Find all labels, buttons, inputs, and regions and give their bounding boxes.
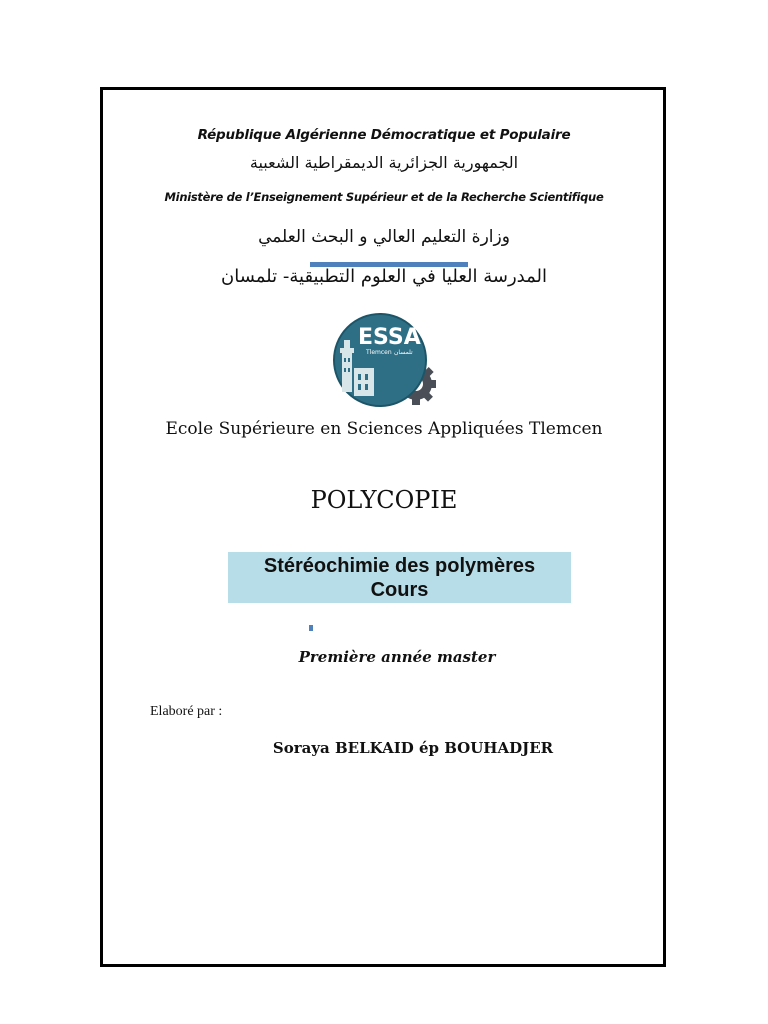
decorative-marker [309,625,313,631]
author-label: Elaboré par : [150,704,223,719]
author-name: Soraya BELKAID ép BOUHADJER [272,739,554,757]
page-border-frame [100,87,666,967]
ministry-title-ar: وزارة التعليم العالي و البحث العلمي [258,227,510,247]
academic-level: Première année master [298,648,496,666]
republic-title-ar: الجمهورية الجزائرية الديمقراطية الشعبية [249,153,519,172]
school-name-fr: Ecole Supérieure en Sciences Appliquées Tlemcen [165,419,603,439]
school-name-ar: المدرسة العليا في العلوم التطبيقية- تلمسان [221,266,547,287]
ministry-title-fr: Ministère de l’Enseignement Supérieur et de la Recherche Scientifique [164,190,604,204]
course-title: Stéréochimie des polymères [263,555,536,577]
course-title-box [228,552,571,603]
logo-city-ar: تلمسان [394,349,413,356]
logo-acronym: ESSA [358,325,421,350]
logo-city-fr: Tlemcen [366,349,392,356]
essa-logo [328,312,436,410]
republic-title-fr: République Algérienne Démocratique et Populaire [197,127,571,143]
course-subtitle: Cours [370,579,429,601]
document-type: POLYCOPIE [310,486,458,514]
